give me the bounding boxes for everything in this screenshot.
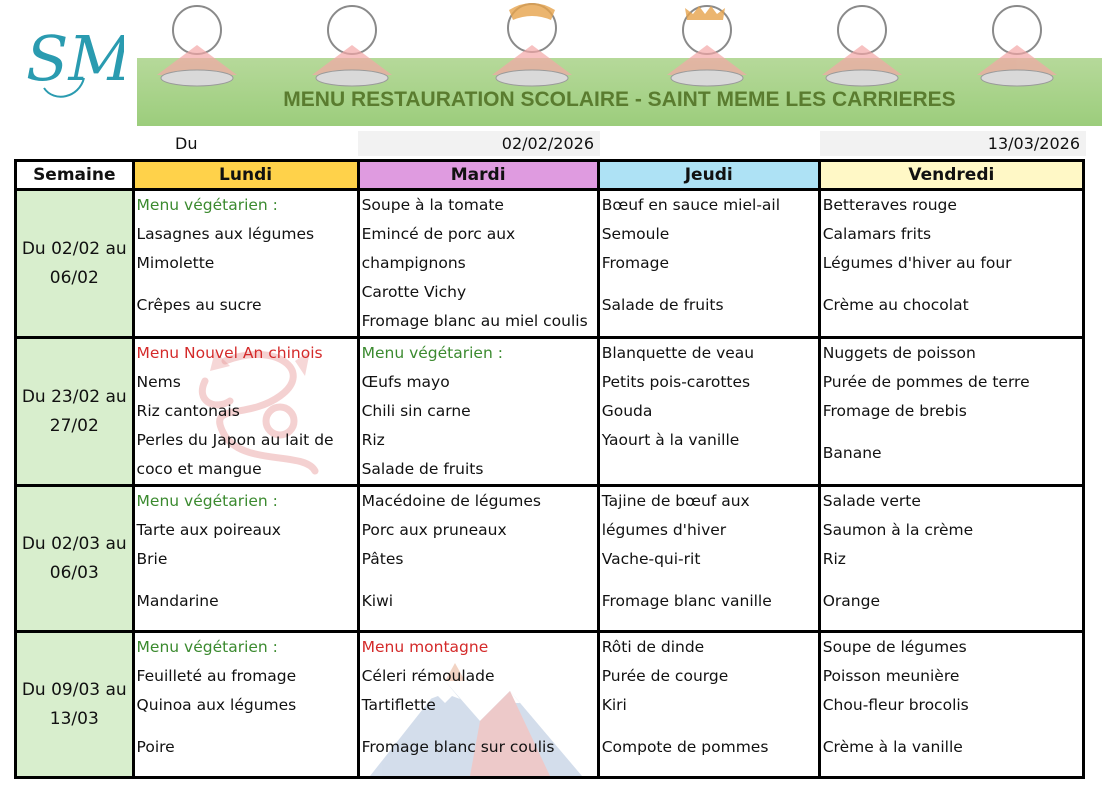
menu-item: Quinoa aux légumes xyxy=(136,696,297,714)
menu-item: Vache-qui-rit xyxy=(601,550,701,568)
menu-item: Orange xyxy=(822,592,881,610)
menu-item: Tajine de bœuf aux légumes d'hiver xyxy=(601,492,750,539)
vendredi-cell xyxy=(819,338,1083,486)
menu-item: Salade verte xyxy=(822,492,921,510)
menu-item: Fromage de brebis xyxy=(822,402,967,420)
week-cell xyxy=(16,190,134,338)
week-range-end: 06/03 xyxy=(49,562,99,583)
menu-item: Légumes d'hiver au four xyxy=(822,254,1012,272)
menu-item: Riz xyxy=(361,431,385,449)
vendredi-cell xyxy=(819,190,1083,338)
menu-item: Crème à la vanille xyxy=(822,738,963,756)
menu-item: Chili sin carne xyxy=(361,402,471,420)
menu-item: Feuilleté au fromage xyxy=(136,667,297,685)
menu-label: Menu végétarien : xyxy=(136,196,278,214)
jeudi-cell xyxy=(598,338,819,486)
menu-item: Céleri rémoulade xyxy=(361,667,495,685)
menu-item: Purée de courge xyxy=(601,667,729,685)
menu-label: Menu montagne xyxy=(361,638,489,656)
date-range-label: Du xyxy=(175,134,198,153)
vendredi-cell xyxy=(819,486,1083,632)
menu-title: MENU RESTAURATION SCOLAIRE - SAINT MEME LES CARRIERES xyxy=(283,88,956,111)
menu-label: Menu végétarien : xyxy=(136,492,278,510)
menu-item: Calamars frits xyxy=(822,225,932,243)
menu-label: Menu végétarien : xyxy=(361,344,503,362)
menu-item: Poisson meunière xyxy=(822,667,960,685)
menu-table xyxy=(14,159,1085,779)
menu-item: Mimolette xyxy=(136,254,215,272)
mardi-cell xyxy=(358,486,598,632)
menu-item: Petits pois-carottes xyxy=(601,373,751,391)
menu-item: Riz xyxy=(822,550,846,568)
week-row xyxy=(16,632,1084,778)
date-end: 13/03/2026 xyxy=(820,131,1086,156)
jeudi-cell xyxy=(598,190,819,338)
menu-item: Bœuf en sauce miel-ail xyxy=(601,196,781,214)
jeudi-cell xyxy=(598,486,819,632)
menu-item: Salade de fruits xyxy=(361,460,484,478)
menu-item: Fromage blanc sur coulis xyxy=(361,738,555,756)
week-cell xyxy=(16,632,134,778)
menu-item: Lasagnes aux légumes xyxy=(136,225,315,243)
menu-item: Fromage blanc au miel coulis xyxy=(361,312,588,330)
menu-item: Saumon à la crème xyxy=(822,521,974,539)
week-row xyxy=(16,338,1084,486)
column-header-jeudi: Jeudi xyxy=(598,161,819,190)
menu-item: Crêpes au sucre xyxy=(136,296,262,314)
menu-item: Semoule xyxy=(601,225,670,243)
children-eating-banner xyxy=(137,0,1102,126)
lundi-cell xyxy=(133,190,358,338)
menu-item: Soupe de légumes xyxy=(822,638,967,656)
menu-item: Gouda xyxy=(601,402,653,420)
menu-item: Banane xyxy=(822,444,882,462)
menu-item: Perles du Japon au lait de coco et mangue xyxy=(136,431,334,478)
menu-item: Soupe à la tomate xyxy=(361,196,504,214)
week-row xyxy=(16,190,1084,338)
menu-item: Kiri xyxy=(601,696,627,714)
menu-item: Brie xyxy=(136,550,168,568)
menu-item: Yaourt à la vanille xyxy=(601,431,740,449)
date-start: 02/02/2026 xyxy=(358,131,600,156)
week-range-start: Du 02/02 au xyxy=(21,238,127,259)
column-header-lundi: Lundi xyxy=(133,161,358,190)
menu-label: Menu Nouvel An chinois xyxy=(136,344,323,362)
menu-item: Riz cantonais xyxy=(136,402,240,420)
lundi-cell xyxy=(133,338,358,486)
mardi-cell xyxy=(358,632,598,778)
week-range-start: Du 09/03 au xyxy=(21,679,127,700)
header-row xyxy=(16,161,1084,190)
lundi-cell xyxy=(133,632,358,778)
menu-item: Emincé de porc aux champignons xyxy=(361,225,516,272)
menu-item: Fromage xyxy=(601,254,669,272)
week-row xyxy=(16,486,1084,632)
week-range-start: Du 02/03 au xyxy=(21,533,127,554)
svg-text:SM: SM xyxy=(26,22,124,95)
menu-item: Rôti de dinde xyxy=(601,638,705,656)
column-header-mardi: Mardi xyxy=(358,161,598,190)
menu-item: Tartiflette xyxy=(361,696,436,714)
menu-item: Blanquette de veau xyxy=(601,344,755,362)
week-range-start: Du 23/02 au xyxy=(21,386,127,407)
menu-item: Betteraves rouge xyxy=(822,196,957,214)
week-range-end: 13/03 xyxy=(49,708,99,729)
menu-item: Salade de fruits xyxy=(601,296,724,314)
sm-logo xyxy=(24,18,124,108)
menu-item: Pâtes xyxy=(361,550,404,568)
week-range-end: 27/02 xyxy=(49,415,99,436)
jeudi-cell xyxy=(598,632,819,778)
menu-item: Chou-fleur brocolis xyxy=(822,696,969,714)
menu-item: Poire xyxy=(136,738,175,756)
vendredi-cell xyxy=(819,632,1083,778)
menu-item: Nems xyxy=(136,373,181,391)
week-cell xyxy=(16,338,134,486)
mardi-cell xyxy=(358,190,598,338)
menu-item: Kiwi xyxy=(361,592,394,610)
lundi-cell xyxy=(133,486,358,632)
menu-item: Tarte aux poireaux xyxy=(136,521,281,539)
menu-item: Œufs mayo xyxy=(361,373,450,391)
mardi-cell xyxy=(358,338,598,486)
week-range-end: 06/02 xyxy=(49,267,99,288)
column-header-vendredi: Vendredi xyxy=(819,161,1083,190)
menu-item: Mandarine xyxy=(136,592,219,610)
menu-item: Compote de pommes xyxy=(601,738,769,756)
column-header-semaine: Semaine xyxy=(16,161,134,190)
menu-label: Menu végétarien : xyxy=(136,638,278,656)
menu-item: Nuggets de poisson xyxy=(822,344,976,362)
menu-item: Macédoine de légumes xyxy=(361,492,541,510)
menu-item: Porc aux pruneaux xyxy=(361,521,507,539)
menu-item: Crème au chocolat xyxy=(822,296,969,314)
menu-item: Purée de pommes de terre xyxy=(822,373,1030,391)
week-cell xyxy=(16,486,134,632)
menu-item: Carotte Vichy xyxy=(361,283,467,301)
menu-item: Fromage blanc vanille xyxy=(601,592,772,610)
